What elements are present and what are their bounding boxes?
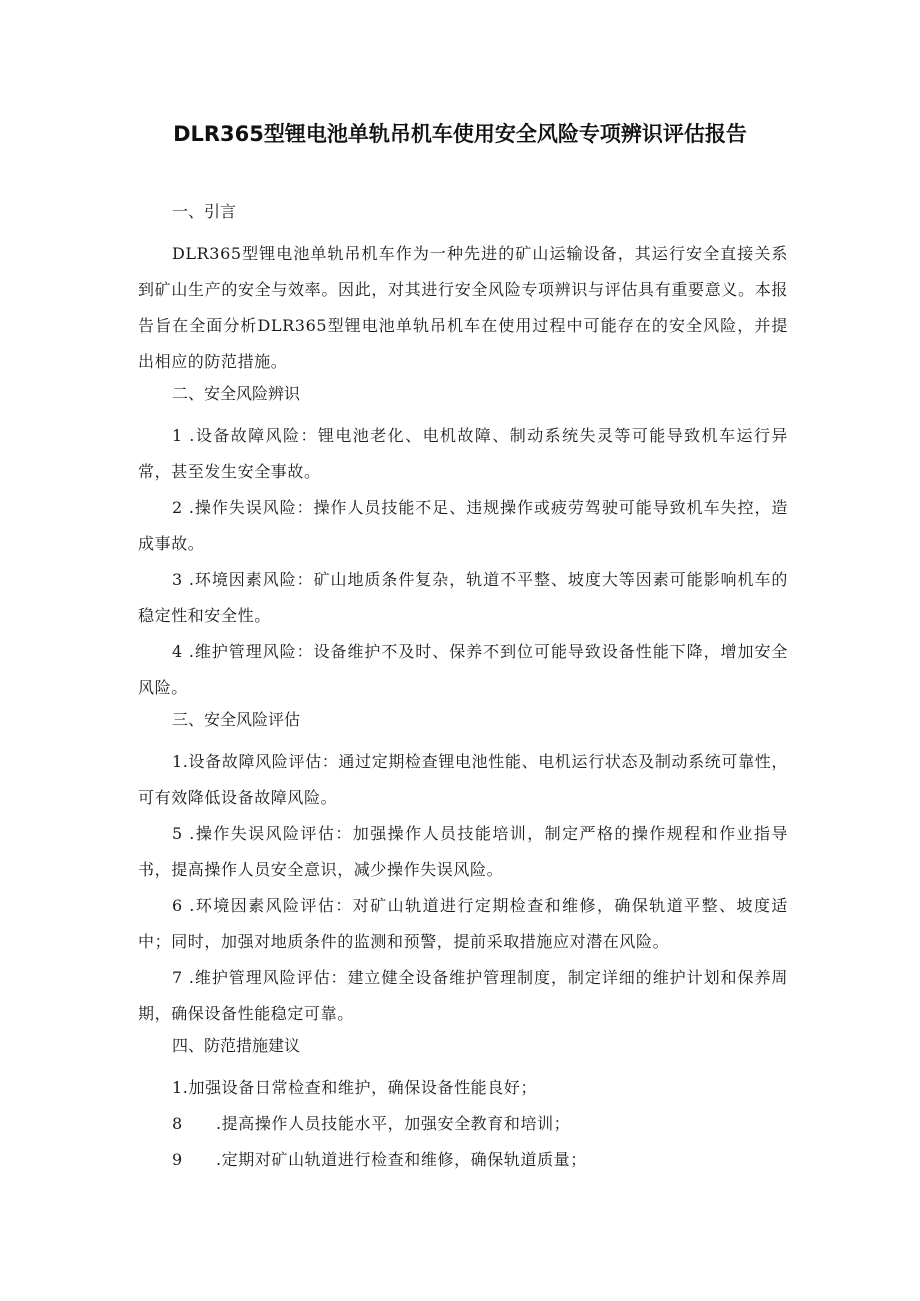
identify-item-1: 1 .设备故障风险：锂电池老化、电机故障、制动系统失灵等可能导致机车运行异常，甚至发生安全事故。 [138,426,788,481]
section-heading-intro: 一、引言 [172,202,237,221]
document-title: DLR365型锂电池单轨吊机车使用安全风险专项辨识评估报告 [173,122,747,146]
identify-item-3: 3 .环境因素风险：矿山地质条件复杂，轨道不平整、坡度大等因素可能影响机车的稳定性和安全性。 [138,570,788,625]
identify-item-2: 2 .操作失误风险：操作人员技能不足、违规操作或疲劳驾驶可能导致机车失控，造成事故。 [138,498,788,553]
measures-item-3: 9 .定期对矿山轨道进行检查和维修，确保轨道质量； [172,1150,587,1169]
assess-item-4: 7 .维护管理风险评估：建立健全设备维护管理制度，制定详细的维护计划和保养周期，确保设备性能稳定可靠。 [138,968,788,1023]
assess-item-1: 1.设备故障风险评估：通过定期检查锂电池性能、电机运行状态及制动系统可靠性，可有效降低设备故障风险。 [138,752,788,807]
identify-item-4: 4 .维护管理风险：设备维护不及时、保养不到位可能导致设备性能下降，增加安全风险。 [138,642,788,697]
section-heading-identify: 二、安全风险辨识 [172,384,301,403]
intro-paragraph: DLR365型锂电池单轨吊机车作为一种先进的矿山运输设备，其运行安全直接关系到矿山生产的安全与效率。因此，对其进行安全风险专项辨识与评估具有重要意义。本报告旨在全面分析DLR365型锂电池单轨吊机车在使用过程中可能存在的安全风险，并提出相应的防范措施。 [138,244,788,371]
document-body [138,200,788,1178]
section-heading-measures: 四、防范措施建议 [172,1036,301,1055]
measures-item-1: 1.加强设备日常检查和维护，确保设备性能良好； [172,1078,538,1097]
measures-item-2: 8 .提高操作人员技能水平，加强安全教育和培训； [172,1114,571,1133]
assess-item-3: 6 .环境因素风险评估：对矿山轨道进行定期检查和维修，确保轨道平整、坡度适中；同时，加强对地质条件的监测和预警，提前采取措施应对潜在风险。 [138,896,788,951]
section-heading-assess: 三、安全风险评估 [172,710,301,729]
assess-item-2: 5 .操作失误风险评估：加强操作人员技能培训，制定严格的操作规程和作业指导书，提高操作人员安全意识，减少操作失误风险。 [138,824,788,879]
